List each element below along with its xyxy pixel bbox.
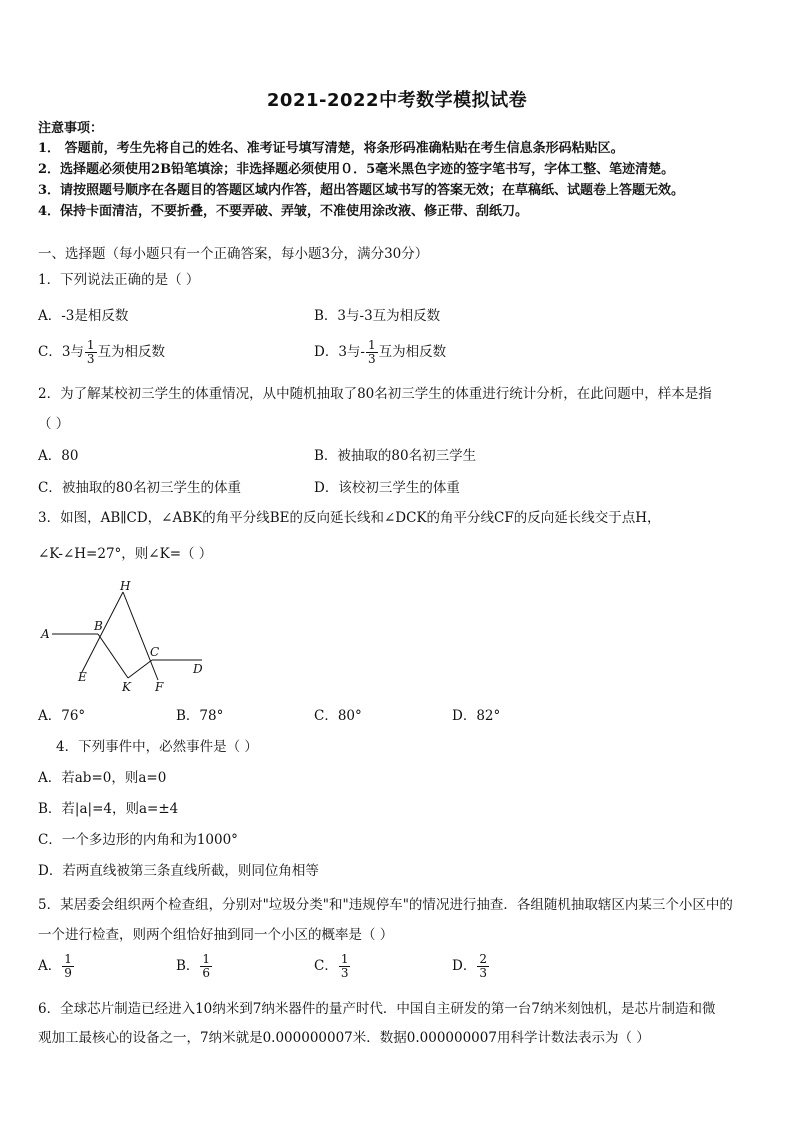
q3-option-a: A．76° [38,708,86,724]
q2-stem-line2: （ ） [38,416,70,432]
q1-option-c [38,339,165,366]
label-a: A [41,627,50,641]
q3-option-b: B．78° [176,708,224,724]
q2-option-a: A．80 [38,448,79,464]
q2-option-b: B．被抽取的80名初三学生 [314,448,477,464]
q1-option-c-fraction [85,339,97,366]
q1-stem: 1．下列说法正确的是（ ） [38,272,200,288]
q5-stem-line1: 5．某居委会组织两个检查组，分别对"垃圾分类"和"违规停车"的情况进行抽查．各组随机抽取辖区内某三个小区中的 [38,897,733,913]
label-e: E [78,670,87,684]
q1-option-d [314,339,446,366]
fraction-numerator: 1 [340,952,349,966]
line-bk [98,634,128,678]
q1-option-d-prefix: D．3与- [314,344,365,360]
q2-option-c: C．被抽取的80名初三学生的体重 [38,480,242,496]
label-c: C [150,645,160,659]
q5-option-d [452,953,490,980]
q5-option-a-prefix: A． [38,958,62,974]
notice-item-2: 2．选择题必须使用2B铅笔填涂；非选择题必须使用０．5毫米黑色字迹的签字笔书写，字体工整、笔迹清楚。 [38,162,675,177]
q5-option-c [314,953,351,980]
q4-stem: 4．下列事件中，必然事件是（ ） [56,739,258,755]
q3-stem-line1: 3．如图，AB∥CD，∠ABK的角平分线BE的反向延长线和∠DCK的角平分线CF的反向延长线交于点H， [38,510,661,526]
fraction-denominator: 3 [86,352,95,366]
q3-option-d: D．82° [452,708,501,724]
notice-heading: 注意事项： [38,121,104,136]
fraction-denominator: 3 [479,966,487,980]
label-h: H [120,579,131,593]
q2-option-d: D．该校初三学生的体重 [314,480,460,496]
notice-item-4: 4．保持卡面清洁，不要折叠，不要弄破、弄皱，不准使用涂改液、修正带、刮纸刀。 [38,204,529,219]
line-kc [128,660,152,678]
label-f: F [155,680,164,694]
q5-stem-line2: 一个进行检查，则两个组恰好抽到同一个小区的概率是（ ） [38,927,394,943]
q5-option-b-fraction [200,953,212,980]
q3-stem-line2: ∠K-∠H=27°，则∠K=（ ） [38,546,213,562]
q1-option-d-fraction [366,339,378,366]
fraction-numerator: 1 [64,952,72,966]
notice-item-3: 3．请按照题号顺序在各题目的答题区域内作答，超出答题区域书写的答案无效；在草稿纸、试题卷上答题无效。 [38,183,685,198]
q5-option-d-fraction [477,953,489,980]
q6-stem-line1: 6．全球芯片制造已经进入10纳米到7纳米器件的量产时代．中国自主研发的第一台7纳米刻蚀机，是芯片制造和微 [38,1001,716,1017]
exam-title: 2021-2022中考数学模拟试卷 [266,90,528,111]
fraction-numerator: 2 [479,952,487,966]
q5-option-c-prefix: C． [314,958,338,974]
label-b: B [94,619,103,633]
q5-option-b [176,953,213,980]
line-hf [123,592,158,680]
q1-option-c-suffix: 互为相反数 [97,344,166,360]
q5-option-a-fraction [62,953,74,980]
section-heading: 一、选择题（每小题只有一个正确答案，每小题3分，满分30分） [38,246,429,262]
q5-option-b-prefix: B． [176,958,200,974]
q3-option-c: C．80° [314,708,362,724]
fraction-denominator: 3 [367,352,376,366]
fraction-denominator: 3 [340,966,349,980]
fraction-denominator: 9 [64,966,72,980]
q1-option-a: A．-3是相反数 [38,308,129,324]
notice-item-1: 1． 答题前，考生先将自己的姓名、准考证号填写清楚，将条形码准确粘贴在考生信息条形码粘贴区。 [38,141,624,156]
fraction-numerator: 1 [202,952,211,966]
q5-option-d-prefix: D． [452,958,477,974]
q1-option-d-suffix: 互为相反数 [378,344,447,360]
q1-option-c-prefix: C．3与 [38,344,84,360]
q5-option-c-fraction [339,953,351,980]
fraction-denominator: 6 [202,966,211,980]
q3-geometry-figure [38,578,218,698]
fraction-numerator: 1 [367,338,376,352]
label-d: D [193,662,203,676]
q4-option-a: A．若ab=0，则a=0 [38,770,167,786]
q4-option-b: B．若|a|=4，则a=±4 [38,801,179,817]
q4-option-c: C．一个多边形的内角和为1000° [38,832,238,848]
label-k: K [122,680,131,694]
fraction-numerator: 1 [86,338,95,352]
q5-option-a [38,953,75,980]
q6-stem-line2: 观加工最核心的设备之一，7纳米就是0.000000007米．数据0.000000007用科学计数法表示为（ ） [38,1030,650,1046]
q4-option-d: D．若两直线被第三条直线所截，则同位角相等 [38,863,319,879]
q1-option-b: B．3与-3互为相反数 [314,308,441,324]
q2-stem-line1: 2．为了解某校初三学生的体重情况，从中随机抽取了80名初三学生的体重进行统计分析，在此问题中，样本是指 [38,386,712,402]
